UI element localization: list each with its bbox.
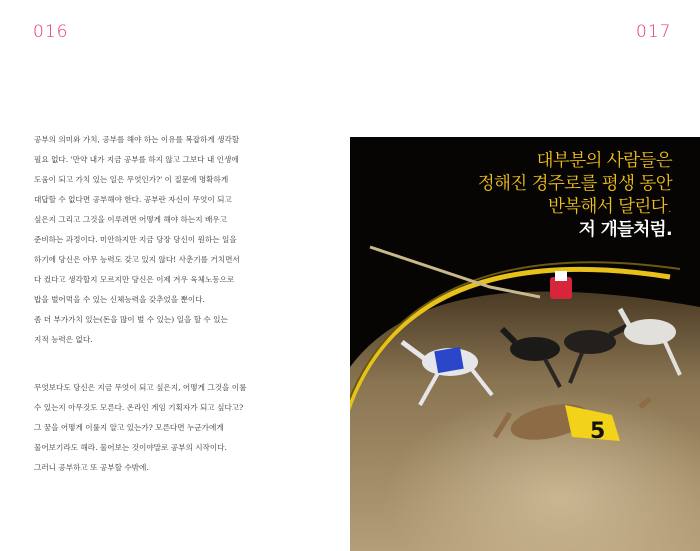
page-number-left: 016 xyxy=(33,22,69,42)
text-line: 하기에 당신은 아무 능력도 갖고 있지 않다! 사춘기를 거치면서 xyxy=(34,255,240,264)
text-line: 도움이 되고 가치 있는 일은 무엇인가?' 이 질문에 명확하게 xyxy=(34,175,229,184)
race-number: 5 xyxy=(590,419,606,444)
body-paragraph-1 xyxy=(34,130,294,350)
text-line: 그 꿈을 어떻게 이룰지 알고 있는가? 모른다면 누군가에게 xyxy=(34,423,224,432)
text-line: 필요 없다. '만약 내가 지금 공부를 하지 않고 그보다 내 인생에 xyxy=(34,155,239,164)
caption-line: 정해진 경주로를 평생 동안 xyxy=(477,174,672,194)
text-line: 대답할 수 없다면 공부해야 한다. 공부란 자신이 무엇이 되고 xyxy=(34,195,232,204)
text-line: 지적 능력은 없다. xyxy=(34,335,93,344)
text-line: 준비하는 과정이다. 미안하지만 지금 당장 당신이 원하는 일을 xyxy=(34,235,237,244)
text-line: 수 있는지 아무것도 모른다. 온라인 게임 기획자가 되고 싶다고? xyxy=(34,403,244,412)
page-number-right: 017 xyxy=(636,22,672,42)
caption-line: 반복해서 달린다. xyxy=(547,197,672,217)
text-line: 물어보기라도 해라. 물어보는 것이야말로 공부의 시작이다. xyxy=(34,443,227,452)
text-line: 좀 더 부가가치 있는(돈을 많이 벌 수 있는) 일을 할 수 있는 xyxy=(34,315,228,324)
text-line: 밥을 벌어먹을 수 있는 신체능력을 갖추었을 뿐이다. xyxy=(34,295,205,304)
body-paragraph-2 xyxy=(34,378,294,478)
text-line: 무엇보다도 당신은 지금 무엇이 되고 싶은지, 어떻게 그것을 이룰 xyxy=(34,383,247,392)
text-line: 그러니 공부하고 또 공부할 수밖에. xyxy=(34,463,149,472)
text-line: 다 컸다고 생각할지 모르지만 당신은 이제 겨우 육체노동으로 xyxy=(34,275,235,284)
caption-line: 대부분의 사람들은 xyxy=(536,151,672,171)
text-line: 공부의 의미와 가치, 공부를 해야 하는 이유를 복잡하게 생각할 xyxy=(34,135,240,144)
photo-caption xyxy=(478,150,672,242)
caption-emphasis: 저 개들처럼. xyxy=(578,220,672,240)
text-line: 싶은지 그리고 그것을 이루려면 어떻게 해야 하는지 배우고 xyxy=(34,215,227,224)
